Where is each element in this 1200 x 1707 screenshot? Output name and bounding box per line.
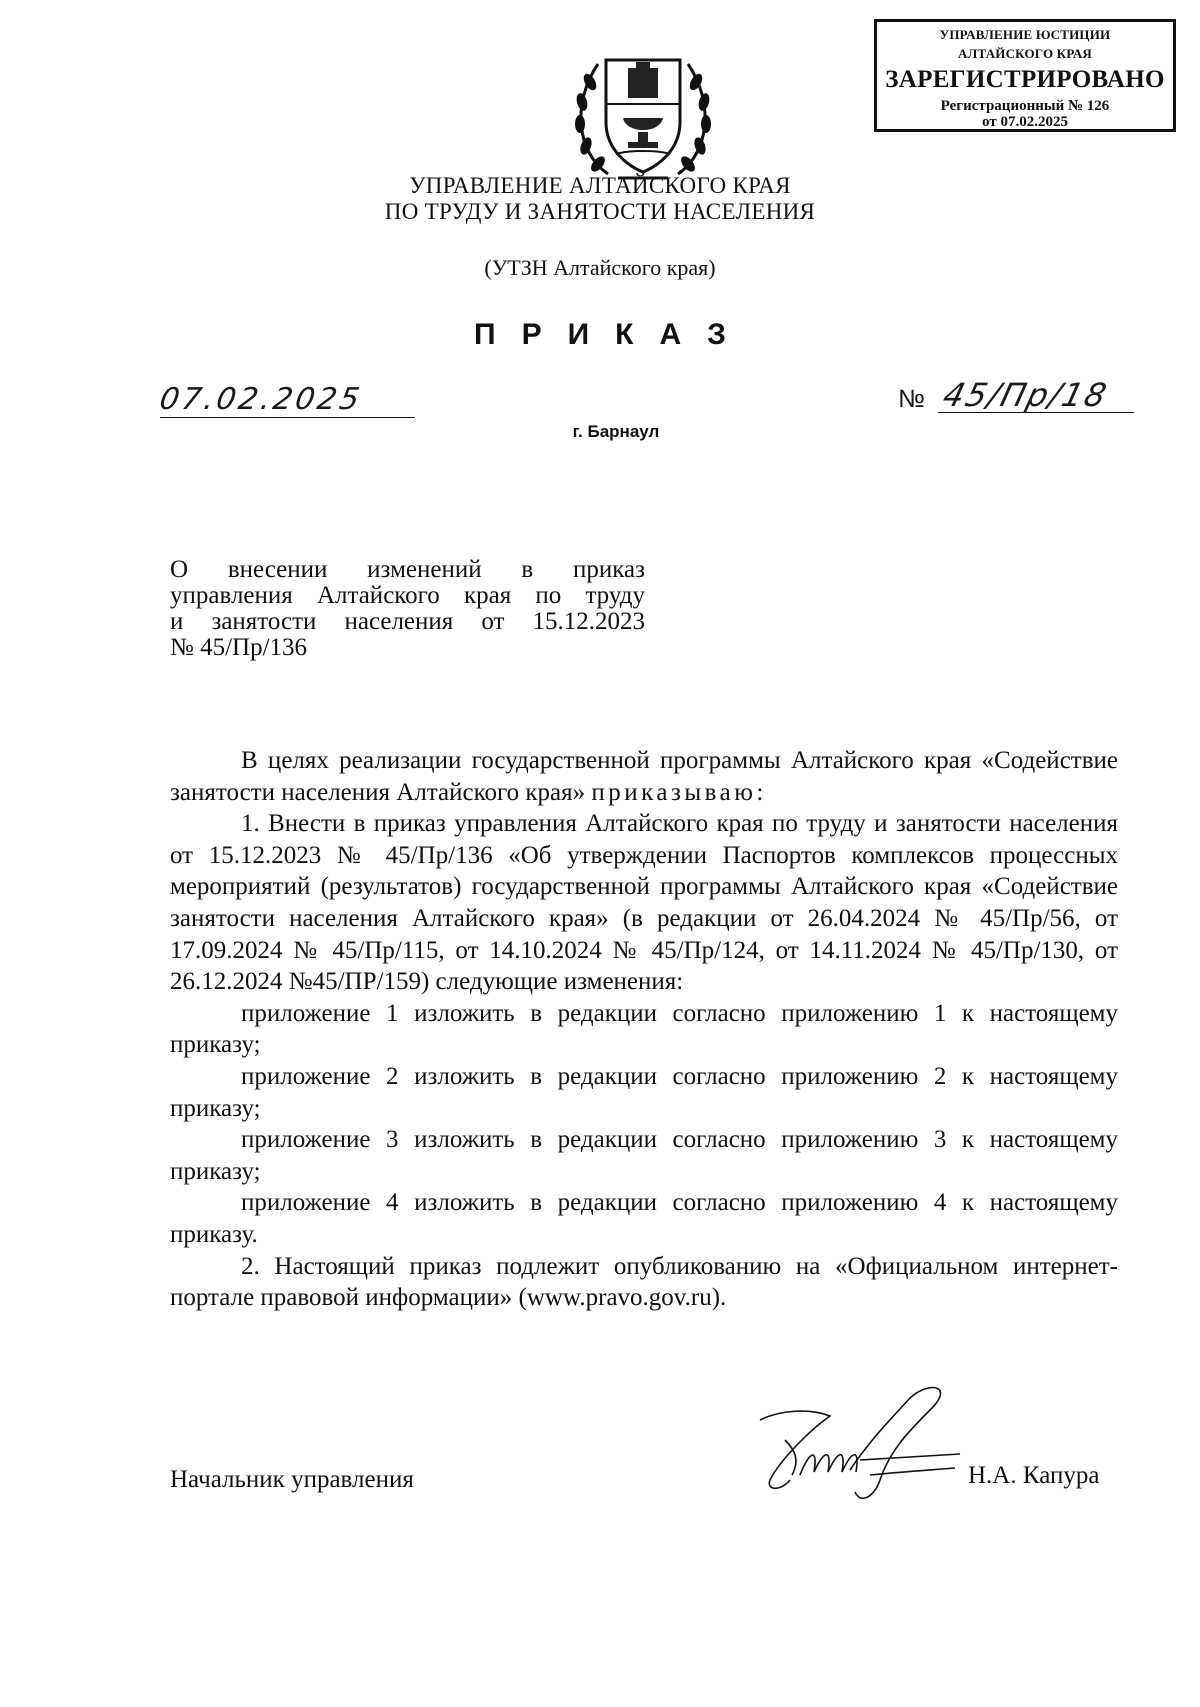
stamp-reg-number: Регистрационный № 126 bbox=[940, 98, 1110, 114]
stamp-status: ЗАРЕГИСТРИРОВАНО bbox=[885, 66, 1165, 93]
preamble-text: В целях реализации государственной программы Алтайского края «Содействие занятости населения Алтайского края» bbox=[170, 747, 1118, 806]
order-verb: приказываю bbox=[591, 778, 757, 806]
org-name-line2: ПО ТРУДУ И ЗАНЯТОСТИ НАСЕЛЕНИЯ bbox=[384, 199, 816, 224]
org-name-line1: УПРАВЛЕНИЕ АЛТАЙСКОГО КРАЯ bbox=[409, 173, 791, 198]
subitem-appendix-4: приложение 4 изложить в редакции согласно приложению 4 к настоящему приказу. bbox=[170, 1189, 1118, 1248]
subject-line: управления Алтайского края по труду bbox=[170, 582, 645, 609]
document-type-title: ПРИКАЗ bbox=[474, 318, 752, 351]
date-underline bbox=[160, 417, 415, 418]
item-1: 1. Внести в приказ управления Алтайского края по труду и занятости населения от 15.12.2023 № 45/Пр/136 «Об утверждении Паспортов комплексов процессных мероприятий (результатов) государственной программы Алтайского края «Содействие занятости населения Алтайского края» (в редакции от 26.04.2024 № 45/Пр/56, от 17.09.2024 № 45/Пр/115, от 14.10.2024 № 45/Пр/124, от 14.11.2024 № 45/Пр/130, от 26.12.2024 №45/ПР/159) следующие изменения: bbox=[170, 810, 1118, 996]
handwritten-signature-icon bbox=[740, 1380, 970, 1510]
signatory-position: Начальник управления bbox=[170, 1466, 414, 1493]
subitem-appendix-3: приложение 3 изложить в редакции согласно приложению 3 к настоящему приказу; bbox=[170, 1126, 1118, 1185]
signatory-name: Н.А. Капура bbox=[968, 1462, 1100, 1489]
stamp-reg-date: от 07.02.2025 bbox=[982, 114, 1068, 130]
subject-line: и занятости населения от 15.12.2023 bbox=[170, 608, 645, 635]
city: г. Барнаул bbox=[572, 422, 660, 441]
preamble-paragraph bbox=[170, 745, 1118, 808]
subject-line: № 45/Пр/136 bbox=[170, 634, 308, 661]
number-underline bbox=[938, 412, 1134, 413]
order-subject bbox=[170, 557, 645, 661]
subject-line: О внесении изменений в приказ bbox=[170, 556, 645, 583]
number-sign: № bbox=[898, 385, 925, 413]
handwritten-number: 45/Пр/18 bbox=[939, 376, 1113, 414]
org-abbreviation: (УТЗН Алтайского края) bbox=[484, 255, 716, 280]
altai-krai-coat-of-arms-icon bbox=[568, 42, 718, 186]
registration-stamp bbox=[874, 19, 1176, 132]
order-body bbox=[170, 745, 1118, 1314]
item-2: 2. Настоящий приказ подлежит опубликованию на «Официальном интернет-портале правовой информации» (www.pravo.gov.ru). bbox=[170, 1252, 1118, 1312]
subitem-appendix-1: приложение 1 изложить в редакции согласно приложению 1 к настоящему приказу; bbox=[170, 999, 1118, 1059]
handwritten-date: 07.02.2025 bbox=[156, 382, 365, 417]
stamp-org-line1: УПРАВЛЕНИЕ ЮСТИЦИИ bbox=[939, 27, 1111, 42]
stamp-org-line2: АЛТАЙСКОГО КРАЯ bbox=[958, 46, 1092, 61]
subitem-appendix-2: приложение 2 изложить в редакции согласно приложению 2 к настоящему приказу; bbox=[170, 1062, 1118, 1122]
preamble-colon: : bbox=[756, 778, 764, 806]
